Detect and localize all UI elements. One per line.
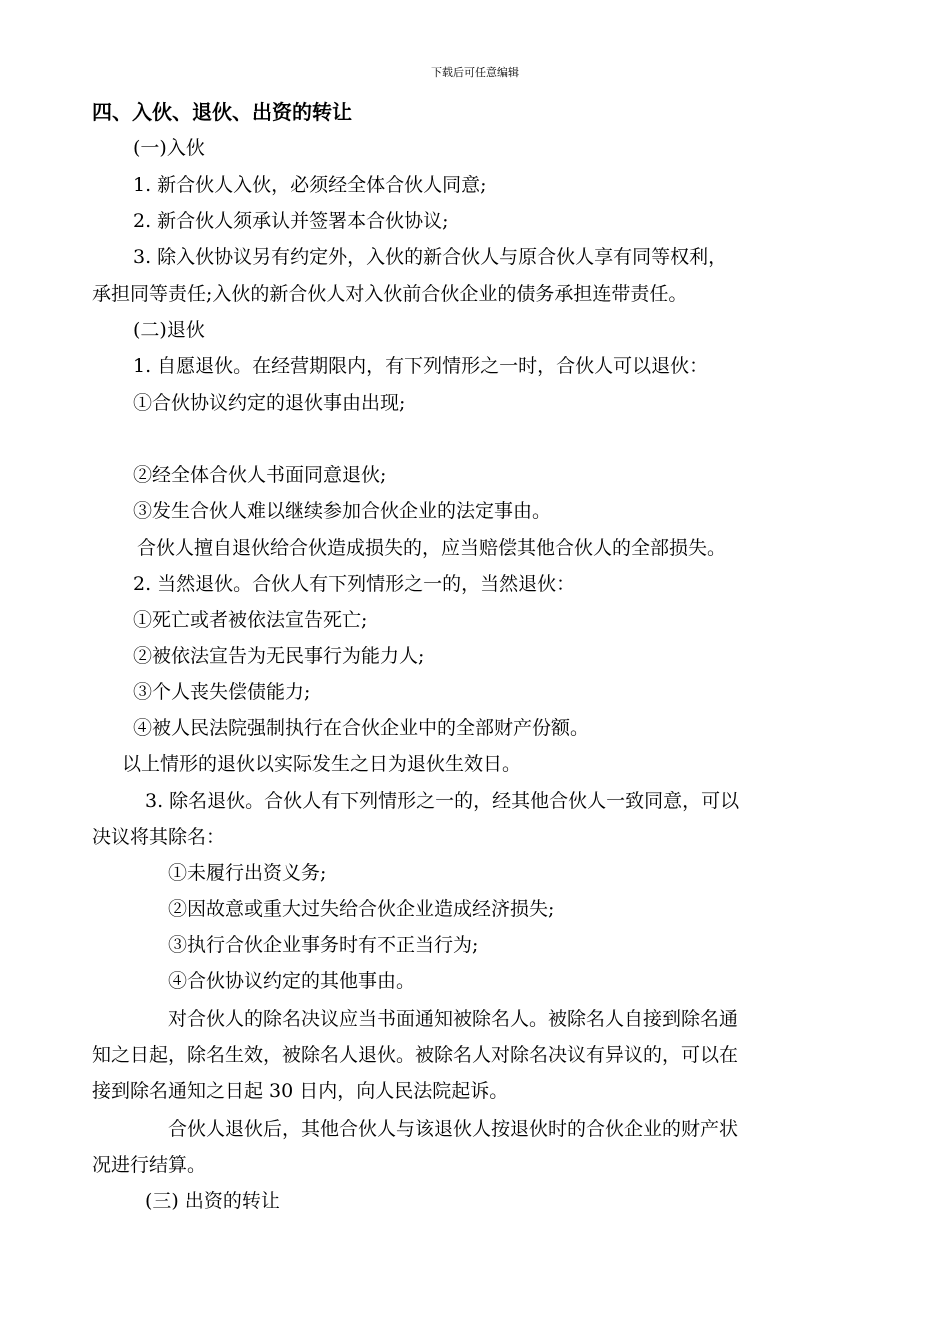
paragraph-line: 1. 自愿退伙。在经营期限内，有下列情形之一时，合伙人可以退伙： [133,355,709,377]
paragraph-line: 承担同等责任;入伙的新合伙人对入伙前合伙企业的债务承担连带责任。 [92,283,688,305]
paragraph-line: 2. 新合伙人须承认并签署本合伙协议; [133,210,449,232]
list-item: ③个人丧失偿债能力; [133,681,311,703]
list-item: ②经全体合伙人书面同意退伙; [133,464,387,486]
list-item: ③发生合伙人难以继续参加合伙企业的法定事由。 [133,500,552,522]
paragraph-line: 以上情形的退伙以实际发生之日为退伙生效日。 [122,753,522,775]
paragraph-line: 决议将其除名： [92,826,226,848]
paragraph-line: 3. 除入伙协议另有约定外，入伙的新合伙人与原合伙人享有同等权利， [133,246,728,268]
paragraph-line: 况进行结算。 [92,1154,207,1176]
subsection-title-transfer: (三) 出资的转让 [145,1190,280,1212]
paragraph-line: 1. 新合伙人入伙，必须经全体合伙人同意; [133,174,487,196]
list-item: ②因故意或重大过失给合伙企业造成经济损失; [168,898,555,920]
list-item: ①死亡或者被依法宣告死亡; [133,609,368,631]
paragraph-line: 对合伙人的除名决议应当书面通知被除名人。被除名人自接到除名通 [168,1008,739,1030]
paragraph-line: 知之日起，除名生效，被除名人退伙。被除名人对除名决议有异议的，可以在 [92,1044,739,1066]
list-item: ③执行合伙企业事务时有不正当行为; [168,934,479,956]
subsection-title-joining: (一)入伙 [133,137,205,159]
list-item: ①合伙协议约定的退伙事由出现; [133,392,406,414]
list-item: ④被人民法院强制执行在合伙企业中的全部财产份额。 [133,717,590,739]
paragraph-line: 合伙人退伙后，其他合伙人与该退伙人按退伙时的合伙企业的财产状 [168,1118,739,1140]
paragraph-line: 接到除名通知之日起 30 日内，向人民法院起诉。 [92,1080,509,1102]
paragraph-line: 3. 除名退伙。合伙人有下列情形之一的，经其他合伙人一致同意，可以 [145,790,740,812]
subsection-title-withdrawal: (二)退伙 [133,319,205,341]
list-item: ②被依法宣告为无民事行为能力人; [133,645,425,667]
list-item: ④合伙协议约定的其他事由。 [168,970,416,992]
paragraph-line: 合伙人擅自退伙给合伙造成损失的，应当赔偿其他合伙人的全部损失。 [137,537,727,559]
list-item: ①未履行出资义务; [168,862,327,884]
paragraph-line: 2. 当然退伙。合伙人有下列情形之一的，当然退伙： [133,573,576,595]
page-header: 下载后可任意编辑 [431,66,519,79]
section-heading: 四、入伙、退伙、出资的转让 [92,100,352,124]
